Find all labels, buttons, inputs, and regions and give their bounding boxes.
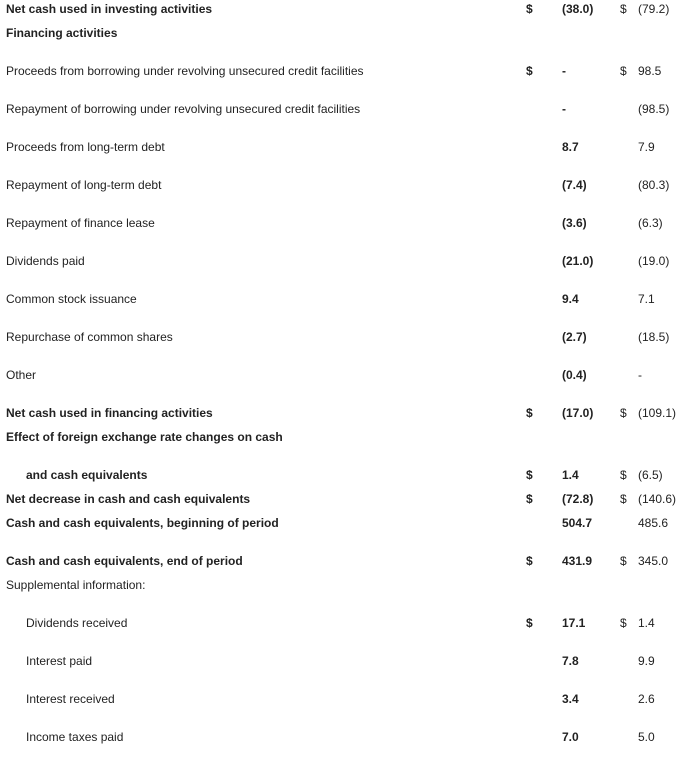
current-year-value: 8.7: [562, 140, 579, 154]
current-year-value: (3.6): [562, 216, 587, 230]
statement-row: [0, 62, 684, 80]
statement-row: [0, 652, 684, 670]
prior-year-value: 345.0: [638, 554, 669, 568]
prior-year-value: (6.5): [638, 468, 663, 482]
row-label: Income taxes paid: [26, 730, 124, 744]
prior-year-value: 5.0: [638, 730, 655, 744]
prior-year-value: (79.2): [638, 2, 670, 16]
current-year-value: (17.0): [562, 406, 594, 420]
row-label: Financing activities: [6, 26, 118, 40]
section-heading-row: [0, 576, 684, 594]
current-year-value: (38.0): [562, 2, 594, 16]
current-year-value: 504.7: [562, 516, 593, 530]
prior-year-value: (18.5): [638, 330, 670, 344]
currency-symbol: $: [620, 616, 627, 630]
currency-symbol: $: [620, 2, 627, 16]
currency-symbol: $: [526, 2, 533, 16]
row-label: Net cash used in investing activities: [6, 2, 213, 16]
statement-row: [0, 138, 684, 156]
current-year-value: -: [562, 102, 566, 116]
row-label: Proceeds from long-term debt: [6, 140, 165, 154]
current-year-value: 7.0: [562, 730, 579, 744]
prior-year-value: 7.9: [638, 140, 655, 154]
current-year-value: (2.7): [562, 330, 587, 344]
row-label: Repayment of long-term debt: [6, 178, 162, 192]
prior-year-value: 485.6: [638, 516, 669, 530]
section-heading-row: [0, 24, 684, 42]
currency-symbol: $: [526, 468, 533, 482]
row-label: Interest received: [26, 692, 115, 706]
statement-row: [0, 252, 684, 270]
statement-row: [0, 290, 684, 308]
currency-symbol: $: [620, 492, 627, 506]
row-label: Effect of foreign exchange rate changes on cash: [6, 430, 283, 444]
row-label: Cash and cash equivalents, end of period: [6, 554, 243, 568]
statement-row: [0, 466, 684, 484]
currency-symbol: $: [620, 64, 627, 78]
prior-year-value: 2.6: [638, 692, 655, 706]
row-label: Other: [6, 368, 37, 382]
prior-year-value: (98.5): [638, 102, 670, 116]
statement-row: [0, 552, 684, 570]
current-year-value: 431.9: [562, 554, 593, 568]
currency-symbol: $: [526, 406, 533, 420]
statement-row: [0, 614, 684, 632]
row-label: Proceeds from borrowing under revolving unsecured credit facilities: [6, 64, 364, 78]
statement-row: [0, 214, 684, 232]
currency-symbol: $: [620, 406, 627, 420]
currency-symbol: $: [526, 616, 533, 630]
prior-year-value: (19.0): [638, 254, 670, 268]
prior-year-value: (80.3): [638, 178, 670, 192]
current-year-value: 17.1: [562, 616, 586, 630]
current-year-value: (72.8): [562, 492, 594, 506]
statement-row: [0, 0, 684, 18]
row-label: Net decrease in cash and cash equivalents: [6, 492, 251, 506]
row-label: and cash equivalents: [26, 468, 148, 482]
statement-row: [0, 404, 684, 422]
currency-symbol: $: [526, 64, 533, 78]
currency-symbol: $: [620, 554, 627, 568]
row-label: Repayment of borrowing under revolving unsecured credit facilities: [6, 102, 361, 116]
row-label: Interest paid: [26, 654, 93, 668]
statement-row: [0, 490, 684, 508]
prior-year-value: 1.4: [638, 616, 655, 630]
row-label: Repayment of finance lease: [6, 216, 155, 230]
current-year-value: 1.4: [562, 468, 579, 482]
currency-symbol: $: [526, 554, 533, 568]
current-year-value: (0.4): [562, 368, 587, 382]
prior-year-value: (140.6): [638, 492, 677, 506]
current-year-value: (7.4): [562, 178, 587, 192]
statement-row: [0, 100, 684, 118]
row-label: Cash and cash equivalents, beginning of period: [6, 516, 279, 530]
current-year-value: 7.8: [562, 654, 579, 668]
prior-year-value: 9.9: [638, 654, 655, 668]
prior-year-value: (6.3): [638, 216, 663, 230]
current-year-value: 9.4: [562, 292, 579, 306]
current-year-value: -: [562, 64, 566, 78]
currency-symbol: $: [620, 468, 627, 482]
statement-row: [0, 514, 684, 532]
prior-year-value: -: [638, 368, 642, 382]
statement-row: [0, 328, 684, 346]
statement-row: [0, 176, 684, 194]
prior-year-value: (109.1): [638, 406, 677, 420]
prior-year-value: 98.5: [638, 64, 662, 78]
row-label: Net cash used in financing activities: [6, 406, 213, 420]
section-heading-row: [0, 428, 684, 446]
row-label: Repurchase of common shares: [6, 330, 173, 344]
prior-year-value: 7.1: [638, 292, 655, 306]
statement-row: [0, 366, 684, 384]
row-label: Dividends paid: [6, 254, 85, 268]
currency-symbol: $: [526, 492, 533, 506]
statement-row: [0, 690, 684, 708]
current-year-value: (21.0): [562, 254, 594, 268]
statement-row: [0, 728, 684, 746]
current-year-value: 3.4: [562, 692, 579, 706]
row-label: Common stock issuance: [6, 292, 137, 306]
row-label: Dividends received: [26, 616, 128, 630]
row-label: Supplemental information:: [6, 578, 146, 592]
